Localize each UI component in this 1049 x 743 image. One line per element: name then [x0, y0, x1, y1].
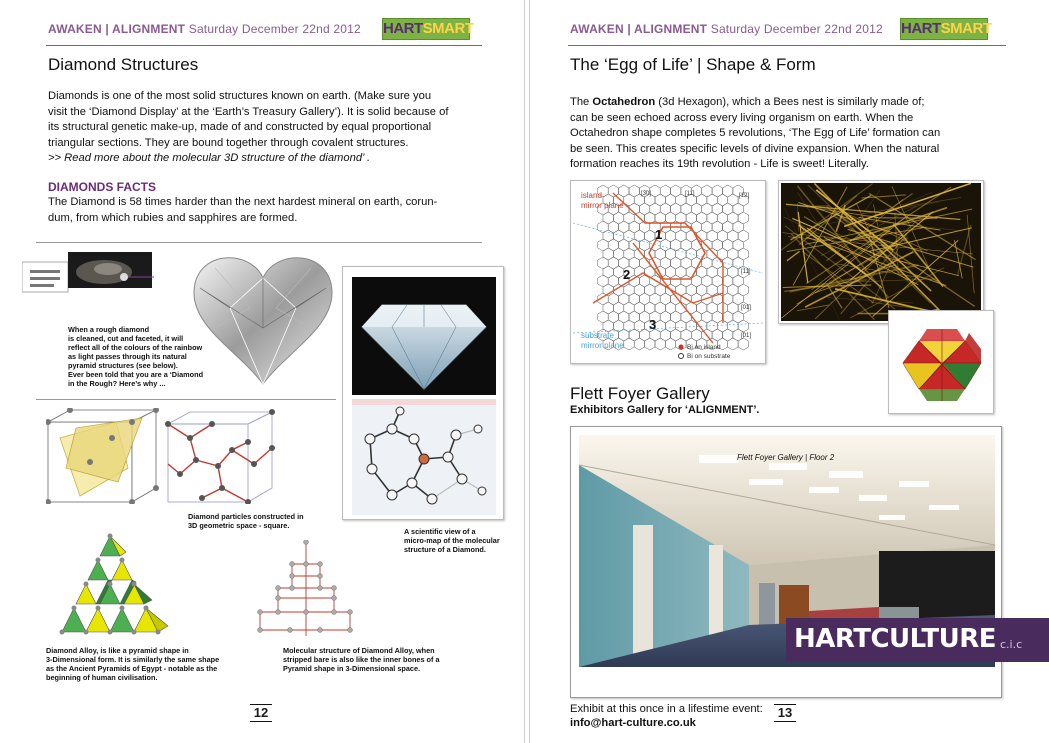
- caption-particles: Diamond particles constructed in 3D geometric space - square.: [188, 512, 304, 530]
- fractal-strand: [874, 218, 937, 219]
- legend-dot-substrate: [679, 354, 684, 359]
- label-dir-1: [3̄0]: [641, 191, 652, 197]
- photo-caption: Flett Foyer Gallery | Floor 2: [737, 453, 835, 462]
- legend-dot-island: [679, 345, 684, 350]
- diamond-unit-cell-diagram: [46, 408, 162, 504]
- caption-molecular: Molecular structure of Diamond Alloy, when stripped bare is also like the inner bones of a Pyramid shape in 3-Dimensional space.: [283, 646, 440, 673]
- facts-paragraph: The Diamond is 58 times harder than the next hardest mineral on earth, corun- dum, from which rubies and sapphires are formed.: [48, 196, 438, 224]
- diamond-alloy-pyramid: [40, 532, 180, 642]
- label-dir-4: [11]: [741, 269, 751, 275]
- legend-substrate: Bi on substrate: [687, 353, 731, 360]
- hartculture-banner: [786, 618, 1049, 662]
- label-mirror-plane-2: mirror plane: [581, 341, 624, 350]
- header-brand: AWAKEN | ALIGNMENT: [48, 22, 186, 36]
- egg-of-life-image: [781, 183, 981, 321]
- page-number: 13: [774, 704, 796, 722]
- gallery-subtitle: Exhibitors Gallery for ‘ALIGNMENT’.: [570, 404, 760, 416]
- label-n3: 3: [649, 317, 657, 332]
- intro-paragraph: Diamonds is one of the most solid structures known on earth. (Make sure you visit the ‘Diamond Display’ at the ‘Earth’s Treasury Gallery’). It is solid because of its structural genetic make-up, made of and constructed by equal proportional triangular sections. They are bound together through covalent structures. >> Read more about the molecular 3D structure of the diamond’ .: [48, 90, 449, 165]
- header-brand: AWAKEN | ALIGNMENT: [570, 22, 708, 36]
- hartsmart-logo: HARTSMART: [900, 18, 988, 40]
- label-substrate: substrate: [581, 331, 614, 340]
- label-island: island: [581, 191, 602, 200]
- label-dir-2: [11̄]: [685, 191, 695, 197]
- octahedron-paragraph: The Octahedron (3d Hexagon), which a Bees nest is similarly made of; can be seen echoed across every living organism on earth. When the Octahedron shape completes 5 revolutions, ‘The Egg of Life’ formation can be seen. This creates specific levels of divine expansion. When the natural formation reaches its 19th revolution - Life is sweet! Literally.: [570, 96, 941, 171]
- hex-lattice-figure: [570, 180, 766, 364]
- label-n2: 2: [623, 267, 631, 282]
- caption-rough-diamond: When a rough diamond is cleaned, cut and faceted, it will reflect all of the colours of the rainbow as light passes through its natural pyramid structures (see below). Ever been told that you are a ‘Diamond in the Rough? Here’s why ...: [68, 325, 204, 388]
- octahedron-figure: [888, 310, 994, 414]
- egg-of-life-figure: [778, 180, 984, 324]
- label-n1: 1: [655, 227, 663, 242]
- label-dir-3: [01̄]: [741, 305, 752, 311]
- molecular-structure-diagram: [250, 540, 362, 638]
- page-number: 12: [250, 704, 272, 722]
- hartculture-wordmark: HARTCULTURE: [794, 624, 997, 654]
- footer-contact: Exhibit at this once in a lifestime event: info@hart-culture.co.uk: [570, 703, 763, 729]
- read-more-link[interactable]: >> Read more about the molecular 3D structure of the diamond’ .: [48, 152, 371, 165]
- gallery-title: Flett Foyer Gallery: [570, 384, 710, 403]
- header-date: Saturday December 22nd 2012: [710, 22, 883, 36]
- contact-email-link[interactable]: info@hart-culture.co.uk: [570, 717, 696, 729]
- right-page: [530, 0, 1049, 743]
- diamond-panel: [342, 266, 504, 520]
- running-header: [570, 22, 883, 36]
- brilliant-diamond-image: [352, 277, 496, 395]
- legend-island: Bi on island: [687, 344, 721, 351]
- hartsmart-logo: HARTSMART: [382, 18, 470, 40]
- figure-divider: [36, 399, 336, 400]
- octahedron-image: [897, 319, 987, 407]
- label-dir-6: [1̄2]: [739, 193, 750, 199]
- caption-scientific: A scientific view of a micro-map of the molecular structure of a Diamond.: [404, 527, 500, 554]
- hex-lattice-diagram: [573, 183, 763, 361]
- header-date: Saturday December 22nd 2012: [188, 22, 361, 36]
- section-divider: [36, 242, 482, 243]
- header-rule: [568, 45, 1006, 46]
- running-header: [48, 22, 361, 36]
- label-dir-5: [01]: [741, 333, 752, 339]
- rough-diamond-thumbnail: [22, 250, 154, 294]
- label-mirror-plane: mirror plane: [581, 201, 624, 210]
- left-page: [0, 0, 524, 743]
- diamond-particles-diagram: [162, 408, 280, 504]
- header-rule: [46, 45, 482, 46]
- diamond-lattice-image: [352, 399, 496, 515]
- facts-heading: DIAMONDS FACTS: [48, 180, 156, 194]
- page-title: Diamond Structures: [48, 55, 199, 74]
- page-title: The ‘Egg of Life’ | Shape & Form: [570, 55, 816, 74]
- hartculture-cic: c.i.c: [1000, 638, 1023, 651]
- caption-diamond-alloy: Diamond Alloy, is like a pyramid shape in 3-Dimensional form. It is similarly the same shape as the Ancient Pyramids of Egypt - notable as the beginning of human civilisation.: [46, 646, 220, 682]
